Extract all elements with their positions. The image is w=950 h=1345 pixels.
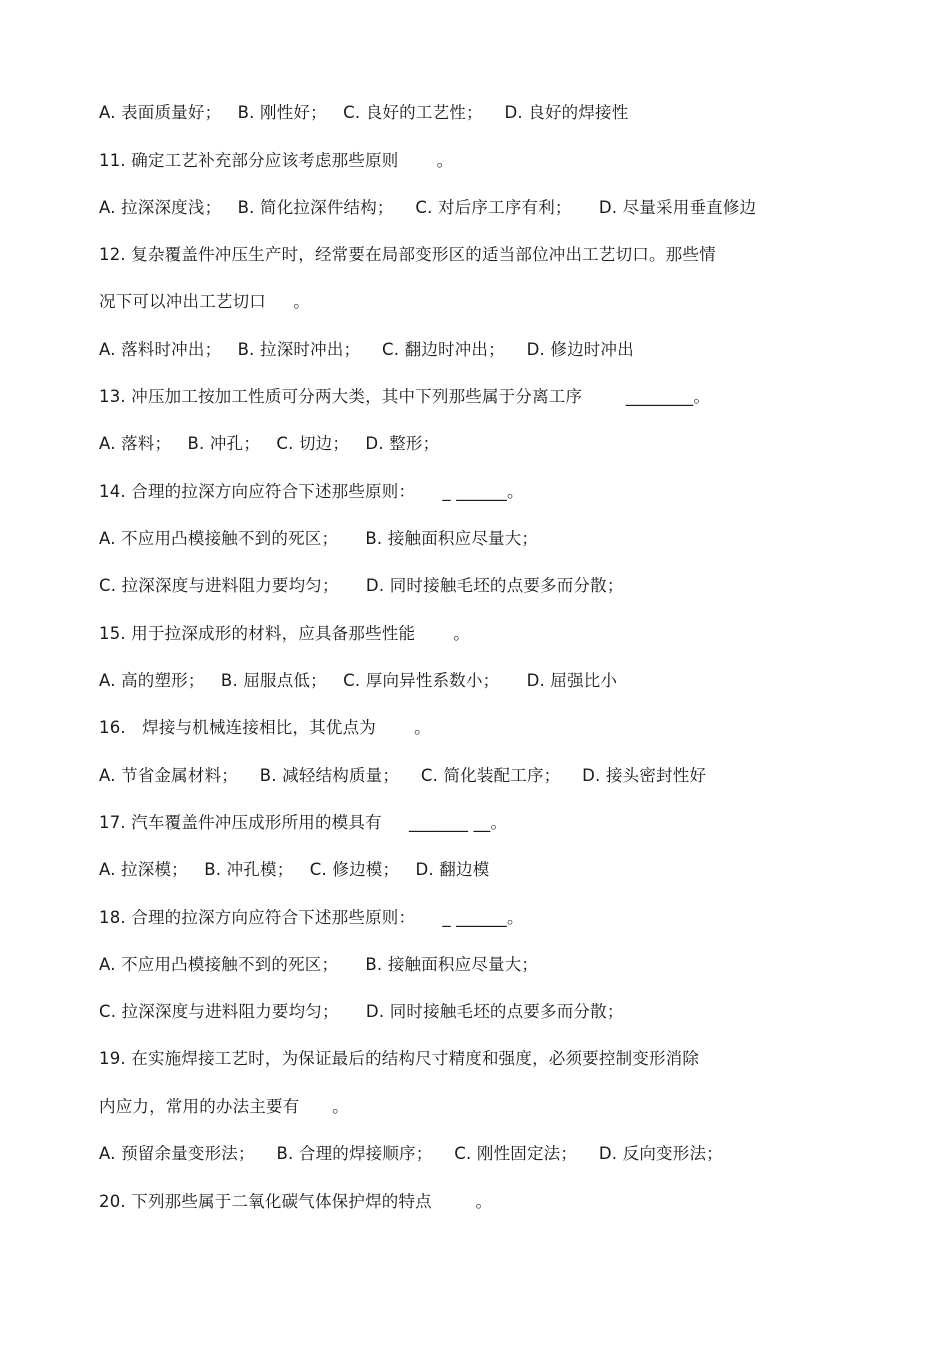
- text-line: 19. 在实施焊接工艺时，为保证最后的结构尺寸精度和强度，必须要控制变形消除: [99, 1049, 700, 1068]
- text-line: C. 拉深深度与进料阻力要均匀； D. 同时接触毛坯的点要多而分散；: [99, 1002, 624, 1021]
- text-line: 15. 用于拉深成形的材料，应具备那些性能 。: [99, 624, 470, 643]
- text-line: 17. 汽车覆盖件冲压成形所用的模具有 _______ __。: [99, 813, 508, 832]
- text-line: A. 落料； B. 冲孔； C. 切边； D. 整形；: [99, 434, 440, 453]
- text-line: 12. 复杂覆盖件冲压生产时，经常要在局部变形区的适当部位冲出工艺切口。那些情: [99, 245, 716, 264]
- text-line: 况下可以冲出工艺切口 。: [99, 292, 310, 311]
- text-line: C. 拉深深度与进料阻力要均匀； D. 同时接触毛坯的点要多而分散；: [99, 576, 624, 595]
- text-line: A. 不应用凸模接触不到的死区； B. 接触面积应尽量大；: [99, 529, 539, 548]
- text-line: A. 预留余量变形法； B. 合理的焊接顺序； C. 刚性固定法； D. 反向变形法；: [99, 1144, 723, 1163]
- text-line: A. 拉深模； B. 冲孔模； C. 修边模； D. 翻边模: [99, 860, 490, 879]
- text-line: 11. 确定工艺补充部分应该考虑那些原则 。: [99, 151, 454, 170]
- text-line: A. 表面质量好； B. 刚性好； C. 良好的工艺性； D. 良好的焊接性: [99, 103, 629, 122]
- text-line: 18. 合理的拉深方向应符合下述那些原则： _ ______。: [99, 908, 524, 927]
- text-line: A. 节省金属材料； B. 减轻结构质量； C. 简化装配工序； D. 接头密封性好: [99, 766, 707, 785]
- text-line: 20. 下列那些属于二氧化碳气体保护焊的特点 。: [99, 1192, 493, 1211]
- text-line: A. 高的塑形； B. 屈服点低； C. 厚向异性系数小； D. 屈强比小: [99, 671, 618, 690]
- text-line: A. 不应用凸模接触不到的死区； B. 接触面积应尽量大；: [99, 955, 539, 974]
- text-line: A. 落料时冲出； B. 拉深时冲出； C. 翻边时冲出； D. 修边时冲出: [99, 340, 634, 359]
- text-line: 16. 焊接与机械连接相比，其优点为 。: [99, 718, 431, 737]
- text-line: 14. 合理的拉深方向应符合下述那些原则： _ ______。: [99, 482, 524, 501]
- text-line: 内应力，常用的办法主要有 。: [99, 1097, 349, 1116]
- text-line: 13. 冲压加工按加工性质可分两大类，其中下列那些属于分离工序 ________。: [99, 387, 711, 406]
- text-line: A. 拉深深度浅； B. 简化拉深件结构； C. 对后序工序有利； D. 尽量采用垂直修边: [99, 198, 757, 217]
